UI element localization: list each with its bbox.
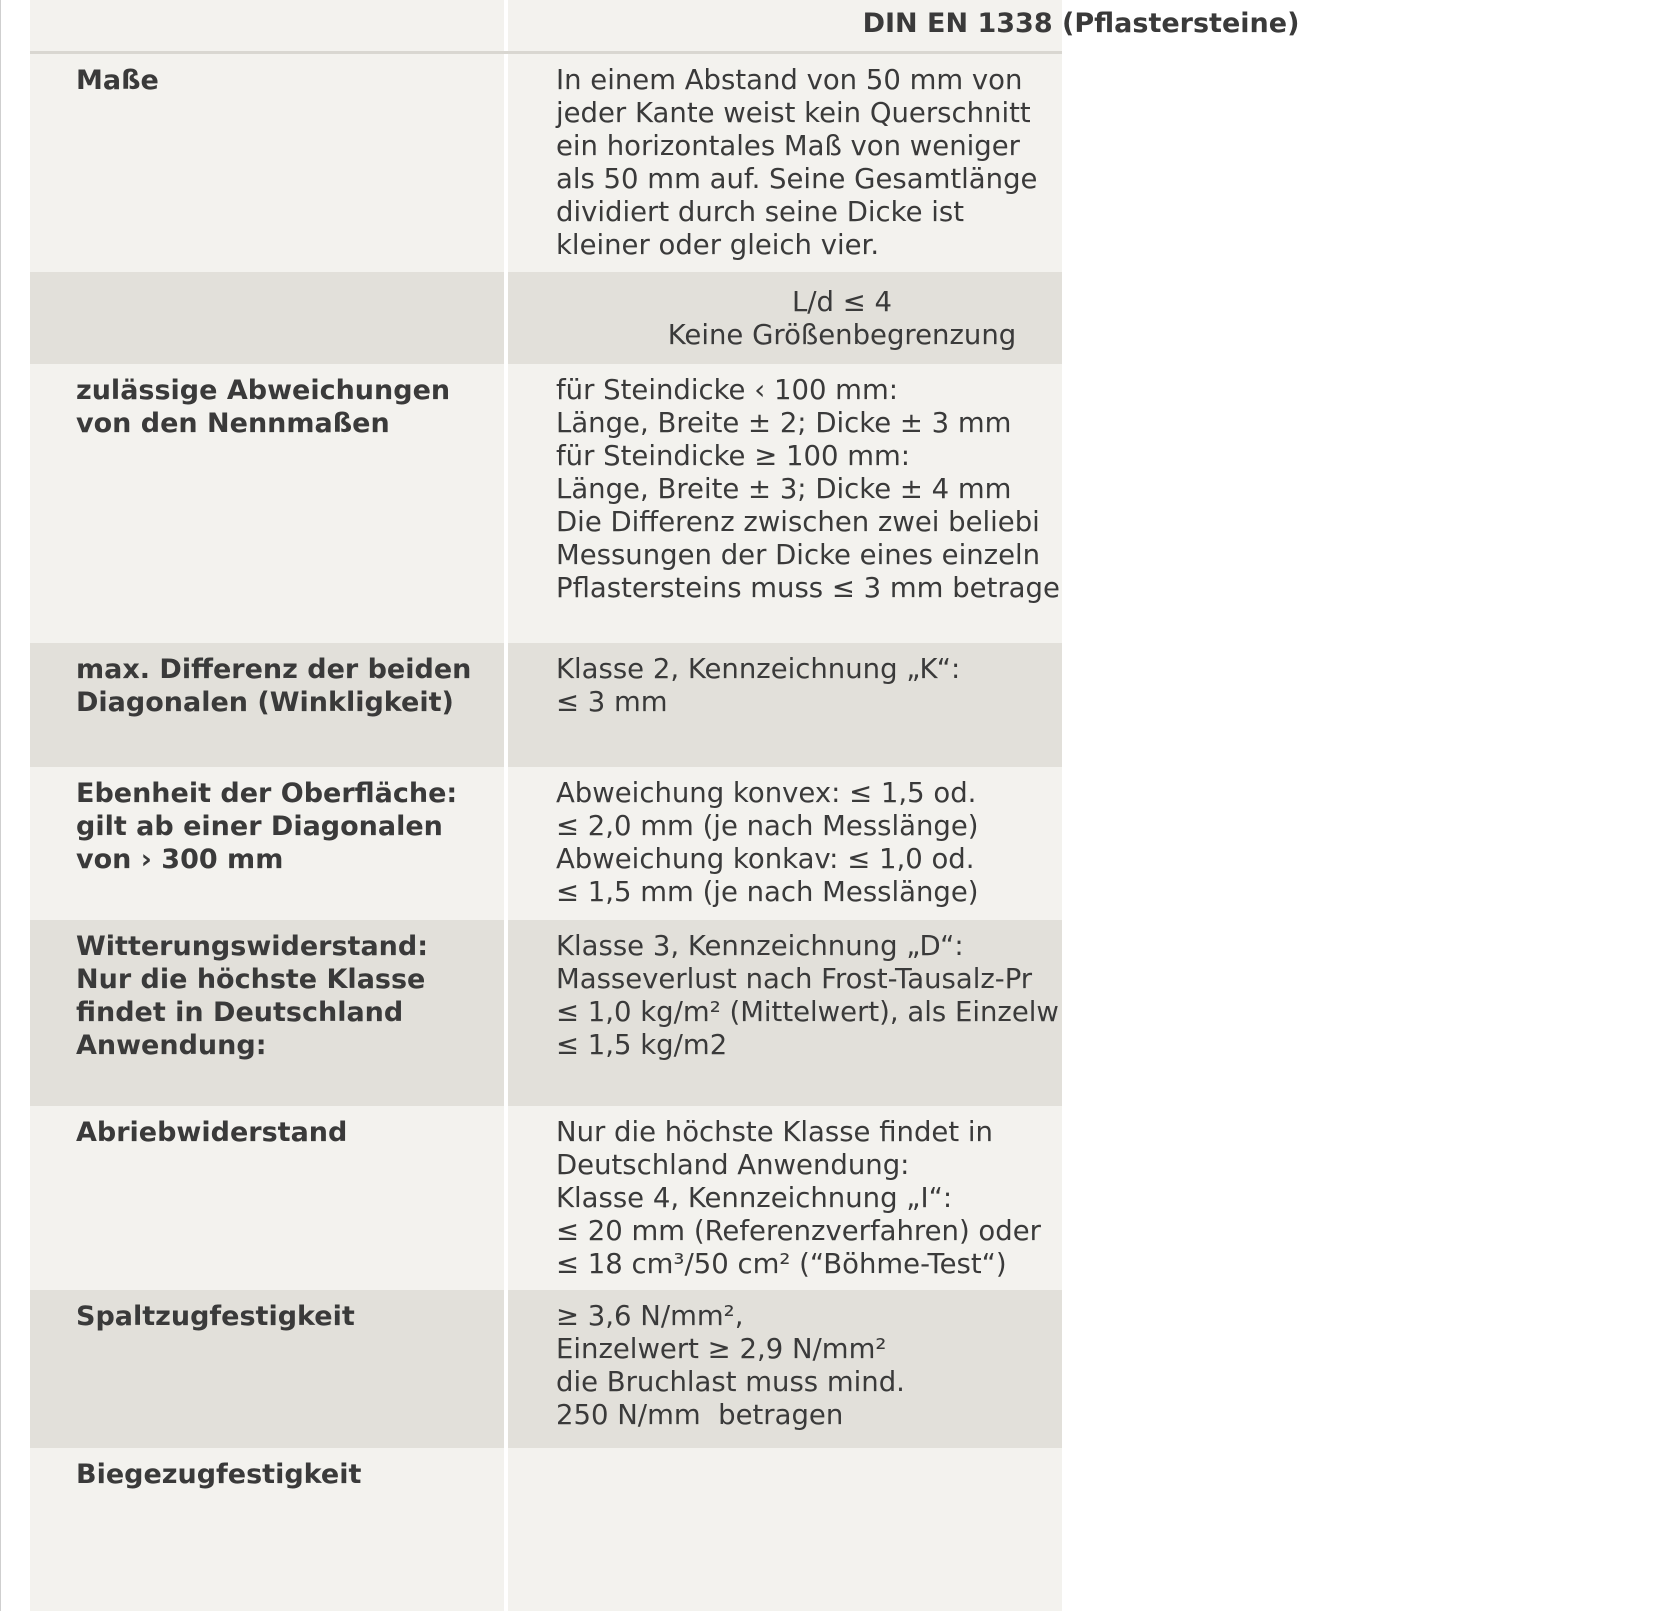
row-value: In einem Abstand von 50 mm von jeder Kante weist kein Querschnitt ein horizontales Maß von weniger als 50 mm auf. Seine Gesamtlänge dividiert durch seine Dicke ist kleiner oder gleich vier. <box>556 64 1038 261</box>
row-value-cell <box>508 272 1062 364</box>
row-value-cell <box>508 767 1062 920</box>
row-label: Spaltzugfestigkeit <box>76 1301 355 1332</box>
header-left-cell <box>30 0 504 51</box>
row-value: Abweichung konvex: ≤ 1,5 od. ≤ 2,0 mm (je nach Messlänge) Abweichung konkav: ≤ 1,0 od. ≤ 1,5 mm (je nach Messlänge) <box>556 777 979 908</box>
row-value-cell <box>508 1290 1062 1448</box>
row-value: Klasse 2, Kennzeichnung „K“: ≤ 3 mm <box>556 653 961 718</box>
row-label-cell <box>30 1106 504 1290</box>
table-row-abweichungen <box>30 364 1062 643</box>
row-label-cell <box>30 54 504 272</box>
table-row-witterung <box>30 920 1062 1106</box>
header-right-cell <box>508 0 1300 51</box>
row-value-cell <box>508 1106 1062 1290</box>
table-row-spaltzug <box>30 1290 1062 1448</box>
row-label: max. Differenz der beiden Diagonalen (Winkligkeit) <box>76 654 472 718</box>
row-label-cell <box>30 272 504 364</box>
row-label: Biegezugfestigkeit <box>76 1459 362 1490</box>
row-label-cell <box>30 364 504 643</box>
row-label: zulässige Abweichungen von den Nennmaßen <box>76 375 451 439</box>
table-row-ratio <box>30 272 1062 364</box>
table-row-diagonalen <box>30 643 1062 767</box>
row-value: für Steindicke ‹ 100 mm: Länge, Breite ± 2; Dicke ± 3 mm für Steindicke ≥ 100 mm: Länge, Breite ± 3; Dicke ± 4 mm Die Differenz zwischen zwei beliebi Messungen der Dicke eines einzeln Pflastersteins muss ≤ 3 mm betrage <box>556 374 1060 604</box>
row-value-cell <box>508 54 1062 272</box>
row-value: Klasse 3, Kennzeichnung „D“: Masseverlust nach Frost-Tausalz-Pr ≤ 1,0 kg/m² (Mittelwert), als Einzelw ≤ 1,5 kg/m2 <box>556 930 1059 1061</box>
table-row-abrieb <box>30 1106 1062 1290</box>
row-label-cell <box>30 1448 504 1611</box>
row-label-cell <box>30 767 504 920</box>
row-label-cell <box>30 920 504 1106</box>
table-row-ebenheit <box>30 767 1062 920</box>
row-label-cell <box>30 643 504 767</box>
row-value-cell <box>508 643 1062 767</box>
row-value: Nur die höchste Klasse findet in Deutschland Anwendung: Klasse 4, Kennzeichnung „I“: ≤ 20 mm (Referenzverfahren) oder ≤ 18 cm³/50 cm² (“Böhme-Test“) <box>556 1116 1041 1280</box>
row-value: L/d ≤ 4 Keine Größenbegrenzung <box>667 286 1017 351</box>
table-row-masse <box>30 54 1062 272</box>
row-label: Abriebwiderstand <box>76 1117 348 1148</box>
row-label: Witterungswiderstand: Nur die höchste Klasse findet in Deutschland Anwendung: <box>76 931 429 1061</box>
standards-table <box>30 0 1300 1611</box>
table-column-title: DIN EN 1338 (Pflastersteine) <box>862 8 1300 39</box>
row-value: ≥ 3,6 N/mm², Einzelwert ≥ 2,9 N/mm² die Bruchlast muss mind. 250 N/mm betragen <box>556 1300 905 1431</box>
table-header-row <box>30 0 1300 51</box>
row-value-cell <box>508 920 1062 1106</box>
row-label: Ebenheit der Oberfläche: gilt ab einer Diagonalen von › 300 mm <box>76 778 458 875</box>
row-value-cell <box>508 1448 1062 1611</box>
row-label-cell <box>30 1290 504 1448</box>
table-row-biegezug <box>30 1448 1062 1611</box>
row-label: Maße <box>76 65 159 96</box>
page-left-edge <box>0 0 1 1611</box>
row-value-cell <box>508 364 1062 643</box>
